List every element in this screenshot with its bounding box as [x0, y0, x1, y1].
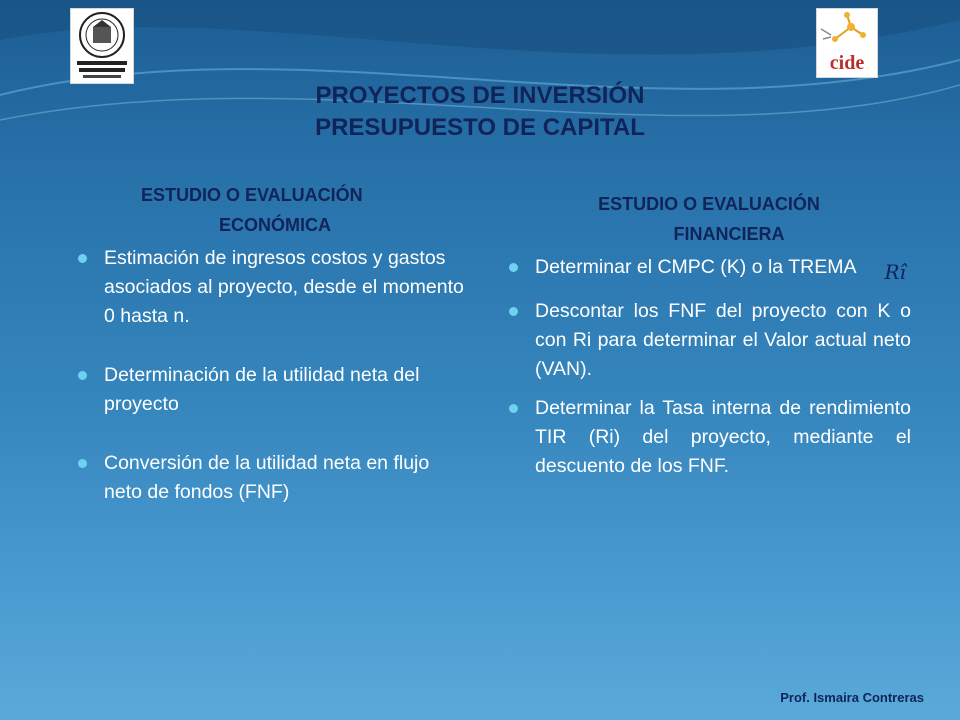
svg-text:cide: cide [829, 52, 865, 74]
title-line-2: PRESUPUESTO DE CAPITAL [315, 114, 645, 141]
list-item: Estimación de ingresos costos y gastos asociados al proyecto, desde el momento 0 hasta n. [76, 244, 468, 331]
list-item: Determinar la Tasa interna de rendimiento TIR (Ri) del proyecto, mediante el descuento de los FNF. [507, 394, 911, 481]
author-credit: Prof. Ismaira Contreras [780, 690, 924, 705]
economic-heading: ESTUDIO O EVALUACIÓN ECONÓMICA [141, 185, 363, 235]
list-item: Determinación de la utilidad neta del proyecto [76, 361, 468, 419]
list-item: Conversión de la utilidad neta en flujo neto de fondos (FNF) [76, 449, 468, 507]
university-logo [70, 8, 134, 84]
title-line-1: PROYECTOS DE INVERSIÓN [315, 82, 645, 109]
cide-logo [816, 8, 878, 78]
financial-heading: ESTUDIO O EVALUACIÓN FINANCIERA [598, 194, 820, 244]
list-item: Determinar el CMPC (K) o la TREMA Rî [507, 253, 911, 287]
economic-evaluation-column [76, 180, 468, 537]
slide-title [0, 80, 960, 144]
list-item: Descontar los FNF del proyecto con K o con Ri para determinar el Valor actual neto (VAN). [507, 297, 911, 384]
financial-evaluation-column [507, 189, 911, 491]
ri-formula-symbol: Rî [884, 260, 906, 284]
